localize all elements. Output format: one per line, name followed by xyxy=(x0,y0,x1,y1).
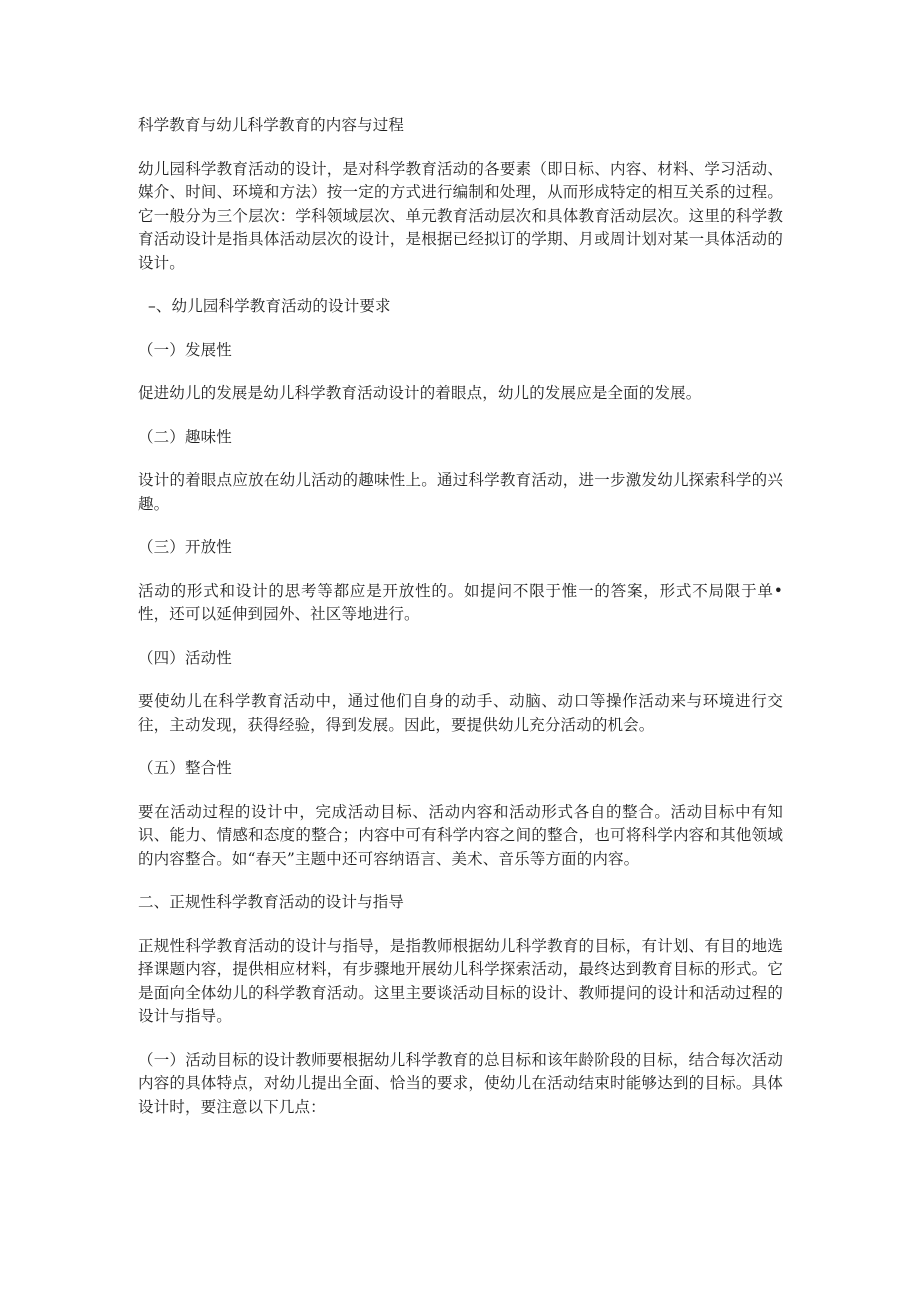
paragraph-interest: 设计的着眼点应放在幼儿活动的趣味性上。通过科学教育活动，进一步激发幼儿探索科学的兴趣。 xyxy=(138,471,783,513)
document-page xyxy=(138,114,783,1119)
subheading-activity: （四）活动性 xyxy=(138,648,232,667)
paragraph-formal-activity: 正规性科学教育活动的设计与指导，是指教师根据幼儿科学教育的目标，有计划、有目的地选择课题内容，提供相应材料，有步骤地开展幼儿科学探索活动，最终达到教育目标的形式。它是面向全体幼儿的科学教育活动。这里主要谈活动目标的设计、教师提问的设计和活动过程的设计与指导。 xyxy=(138,936,783,1025)
subheading-development: （一）发展性 xyxy=(138,340,232,359)
section-2-heading: 二、正规性科学教育活动的设计与指导 xyxy=(138,893,405,911)
intro-paragraph: 幼儿园科学教育活动的设计，是对科学教育活动的各要素（即日标、内容、材料、学习活动、媒介、时间、环境和方法）按一定的方式进行编制和处理，从而形成特定的相互关系的过程。它一般分为三个层次：学科领域层次、单元教育活动层次和具体教育活动层次。这里的科学教育活动设计是指具体活动层次的设计，是根据已经拟订的学期、月或周计划对某一具体活动的设计。 xyxy=(138,159,783,272)
document-title: 科学教育与幼儿科学教育的内容与过程 xyxy=(138,116,405,134)
paragraph-development: 促进幼儿的发展是幼儿科学教育活动设计的着眼点，幼儿的发展应是全面的发展。 xyxy=(138,384,702,402)
subheading-openness: （三）开放性 xyxy=(138,538,232,556)
paragraph-integration: 要在活动过程的设计中，完成活动目标、活动内容和活动形式各自的整合。活动目标中有知识、能力、情感和态度的整合；内容中可有科学内容之间的整合，也可将科学内容和其他领域的内容整合。如“春天”主题中还可容纳语言、美术、音乐等方面的内容。 xyxy=(138,802,783,868)
subheading-interest: （二）趣味性 xyxy=(138,427,232,446)
subheading-integration: （五）整合性 xyxy=(138,759,232,777)
paragraph-activity: 要使幼儿在科学教育活动中，通过他们自身的动手、动脑、动口等操作活动来与环境进行交往，主动发现，获得经验，得到发展。因此，要提供幼儿充分活动的机会。 xyxy=(138,692,783,734)
paragraph-activity-goals: （一）活动目标的设计教师要根据幼儿科学教育的总目标和该年龄阶段的目标，结合每次活动内容的具体特点，对幼儿提出全面、恰当的要求，使幼儿在活动结束时能够达到的目标。具体设计时，要注意以下几点： xyxy=(138,1050,783,1116)
section-1-heading: –、幼儿园科学教育活动的设计要求 xyxy=(148,297,391,315)
paragraph-openness: 活动的形式和设计的思考等都应是开放性的。如提问不限于惟一的答案，形式不局限于单•性，还可以延伸到园外、社区等地进行。 xyxy=(138,581,783,623)
